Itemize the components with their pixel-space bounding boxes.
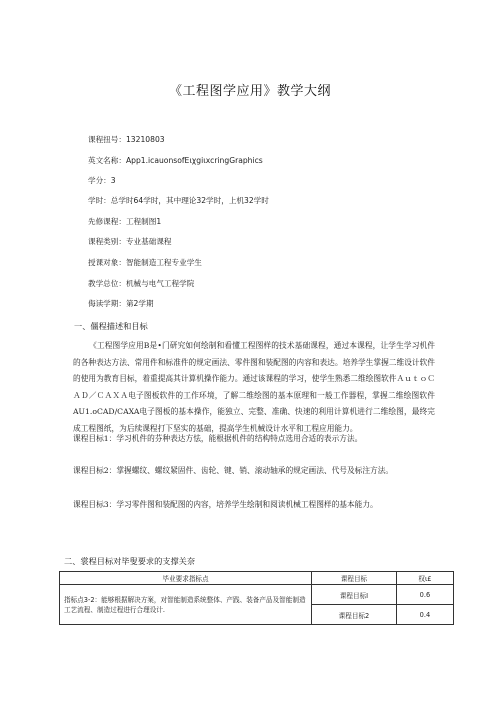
credits: 学分：3	[88, 176, 116, 185]
document-title: 《工程图学应用》教学大纲	[168, 84, 331, 99]
course-goal-2-text: 课程目标2：掌握螺纹、螺纹紧固件、齿轮、键、销、滚动轴承的规定画法、代号及标注方法。	[73, 466, 394, 475]
table-header-weight: 权ι£	[396, 572, 453, 585]
course-goal-1-text: 课程目标1：学习机件的芬种表达方怯，能根据机件的结构特点选用合适的表示方法。	[73, 434, 363, 443]
course-goal-3-text: 课程目标3：学习零件图和装配图的内容，培养学生绘制和阅读机械工程图样的基本能力。	[73, 500, 378, 509]
support-table	[59, 571, 454, 625]
table-cell-indicator: 指标点3-2：能够根据解决方案，对智能制造系统整体、产践、装备产品及智能制造工艺流程、制造过程进行合理设计.	[60, 585, 312, 625]
table-row	[60, 585, 454, 605]
course-category: 课程类别：专业基础课程	[88, 237, 172, 246]
teaching-unit: 教学总位：机械与电气工程学院	[88, 279, 195, 288]
section-heading-description: 一、僵程描述和目标	[74, 321, 148, 331]
course-goal-3	[73, 497, 435, 513]
course-goal-1	[73, 431, 435, 447]
course-description-text: 《工程图学应用B是•门研究如何绘制和看懂工程图样的技术基础课程，通过本课程，让学生学习机件的各种表达方法、常用件和标准件的规定画法、零件图和装配图的内容和表达。培养学生掌握二维设计软件的使用为教育目标，着重提高其计算机操作能力。通过该课程的学习，使学生熟悉二维绘图软件ＡｕｔｏＣＡＤ／ＣＡＸＡ电子图板软件的工作环境，了解二维绘图的基本原理和一般工作器程，掌握二维绘图软件AU1.oCAD/CAXA电子图板的基本操作，能独立、完整、准确、快速的利用计算机进行二维绘图，最终完成工程图纸，为后续课程打下坚实的基础，提高学生机械设计水平和工程应用能力。	[73, 341, 435, 433]
prerequisite: 先修课程：工程制图1	[88, 217, 162, 226]
class-hours: 学时：总学时64学时，其中理论32学时，上机32学时	[88, 196, 269, 205]
section-heading-support: 二、裳程目标对毕叟要求的支撑关奈	[64, 556, 196, 566]
table-cell-goal: 课程目标2	[312, 605, 397, 625]
course-goal-2	[73, 463, 435, 479]
table-cell-weight: 0.4	[396, 605, 453, 625]
table-cell-goal: 课程目标I	[312, 585, 397, 605]
table-cell-weight: 0.6	[396, 585, 453, 605]
english-name: 英文名称：App1.icauonsofEιχgiιxcringGraphics	[88, 156, 263, 165]
table-header-goal: 课程目标	[312, 572, 397, 585]
course-code: 课程扭号：13210803	[88, 135, 165, 144]
semester: 侮读学期：第2学期	[88, 299, 154, 308]
table-header-indicator: 毕业要求指标点	[60, 572, 312, 585]
table-header-row	[60, 572, 454, 585]
course-description	[73, 338, 435, 438]
target-students: 授课对象：智能制造工程专业学生	[88, 258, 202, 267]
